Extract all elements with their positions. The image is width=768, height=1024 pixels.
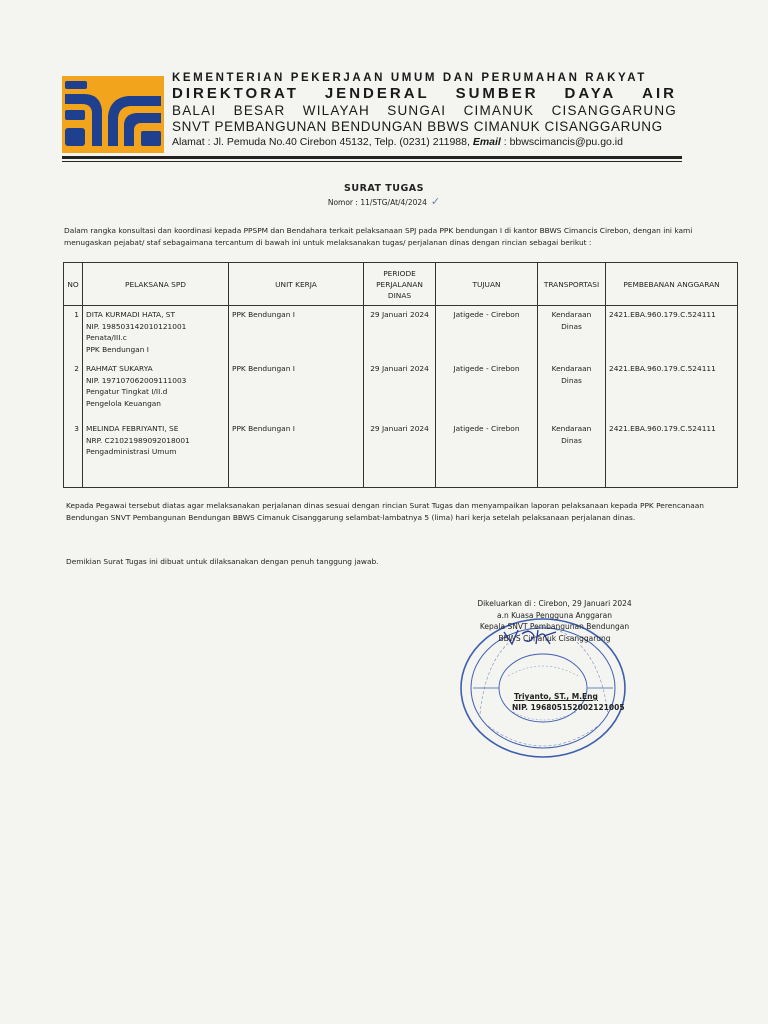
address-line: Alamat : Jl. Pemuda No.40 Cirebon 45132, Telp. (0231) 211988, Email : bbwscimancis@pu.go.id (172, 136, 623, 148)
row-no: 3 (64, 421, 83, 488)
snvt-name: SNVT PEMBANGUNAN BENDUNGAN BBWS CIMANUK CISANGGARUNG (172, 119, 663, 134)
header-tujuan: TUJUAN (436, 263, 538, 306)
row-no: 1 (64, 306, 83, 362)
ministry-name: KEMENTERIAN PEKERJAAN UMUM DAN PERUMAHAN RAKYAT (172, 72, 647, 84)
signer-nip: NIP. 196805152002121005 (512, 703, 625, 712)
table-row (64, 421, 738, 488)
row-tujuan: Jatigede - Cirebon (436, 306, 538, 362)
row-unit: PPK Bendungan I (229, 306, 364, 362)
table-row (64, 306, 738, 362)
table-header-row (64, 263, 738, 306)
header-pelaksana: PELAKSANA SPD (83, 263, 229, 306)
row-periode: 29 Januari 2024 (364, 421, 436, 488)
row-no: 2 (64, 361, 83, 421)
row-unit: PPK Bendungan I (229, 361, 364, 421)
row-tujuan: Jatigede - Cirebon (436, 421, 538, 488)
directorate-name: DIREKTORAT JENDERAL SUMBER DAYA AIR (172, 85, 677, 102)
letterhead-divider-thin (62, 161, 682, 162)
handwritten-signature (500, 626, 560, 648)
row-anggaran: 2421.EBA.960.179.C.524111 (606, 421, 738, 488)
intro-paragraph: Dalam rangka konsultasi dan koordinasi kepada PPSPM dan Bendahara terkait pelaksanaan SPJ pada PPK bendungan I di kantor BBWS Cimancis Cirebon, dengan ini kami menugaskan pejabat/ staf sebagaimana tercantum di bawah ini untuk melaksanakan tugas/ perjalanan dinas dengan rincian sebagai berikut : (64, 226, 693, 247)
ministry-logo (62, 76, 164, 153)
header-transportasi: TRANSPORTASI (538, 263, 606, 306)
header-anggaran: PEMBEBANAN ANGGARAN (606, 263, 738, 306)
header-no: NO (64, 263, 83, 306)
row-pelaksana: MELINDA FEBRIYANTI, SE NRP. C21021989092018001 Pengadministrasi Umum (83, 421, 229, 488)
letterhead (172, 72, 682, 148)
row-periode: 29 Januari 2024 (364, 361, 436, 421)
row-periode: 29 Januari 2024 (364, 306, 436, 362)
row-unit: PPK Bendungan I (229, 421, 364, 488)
issued-place-date: Dikeluarkan di : Cirebon, 29 Januari 2024 (477, 599, 632, 608)
row-transportasi: Kendaraan Dinas (538, 361, 606, 421)
closing-paragraph: Demikian Surat Tugas ini dibuat untuk dilaksanakan dengan penuh tanggung jawab. (66, 557, 379, 566)
header-periode: PERIODE PERJALANAN DINAS (364, 263, 436, 306)
table-row (64, 361, 738, 421)
on-behalf-of: a.n Kuasa Pengguna Anggaran (497, 610, 612, 620)
signature-block (472, 598, 637, 712)
document-number: Nomor : 11/STG/At/4/2024 ✓ (327, 195, 441, 208)
balai-name: BALAI BESAR WILAYAH SUNGAI CIMANUK CISANGGARUNG (172, 103, 677, 118)
document-title: SURAT TUGAS (344, 183, 424, 194)
check-mark-icon: ✓ (430, 195, 441, 208)
header-unit: UNIT KERJA (229, 263, 364, 306)
row-anggaran: 2421.EBA.960.179.C.524111 (606, 361, 738, 421)
row-anggaran: 2421.EBA.960.179.C.524111 (606, 306, 738, 362)
signer-role: Kepala SNVT Pembangunan Bendungan (479, 622, 630, 631)
signer-organization: BBWS Cimanuk Cisanggarung (498, 633, 611, 643)
row-tujuan: Jatigede - Cirebon (436, 361, 538, 421)
row-pelaksana: RAHMAT SUKARYA NIP. 197107062009111003 Pengatur Tingkat I/II.d Pengelola Keuangan (83, 361, 229, 421)
instruction-paragraph: Kepada Pegawai tersebut diatas agar melaksanakan perjalanan dinas sesuai dengan rincian Surat Tugas dan menyampaikan laporan pelaksanaan kepada PPK Perencanaan Bendungan SNVT Pembangunan Bendungan BBWS Cimanuk Cisanggarung selambat-lambatnya 5 (lima) hari kerja setelah pelaksanaan perjalanan dinas. (66, 501, 704, 522)
signer-name: Triyanto, ST., M.Eng (514, 692, 598, 701)
row-transportasi: Kendaraan Dinas (538, 306, 606, 362)
letterhead-divider-thick (62, 156, 682, 159)
row-pelaksana: DITA KURMADI HATA, ST NIP. 198503142010121001 Penata/III.c PPK Bendungan I (83, 306, 229, 362)
assignment-table (63, 262, 738, 488)
row-transportasi: Kendaraan Dinas (538, 421, 606, 488)
